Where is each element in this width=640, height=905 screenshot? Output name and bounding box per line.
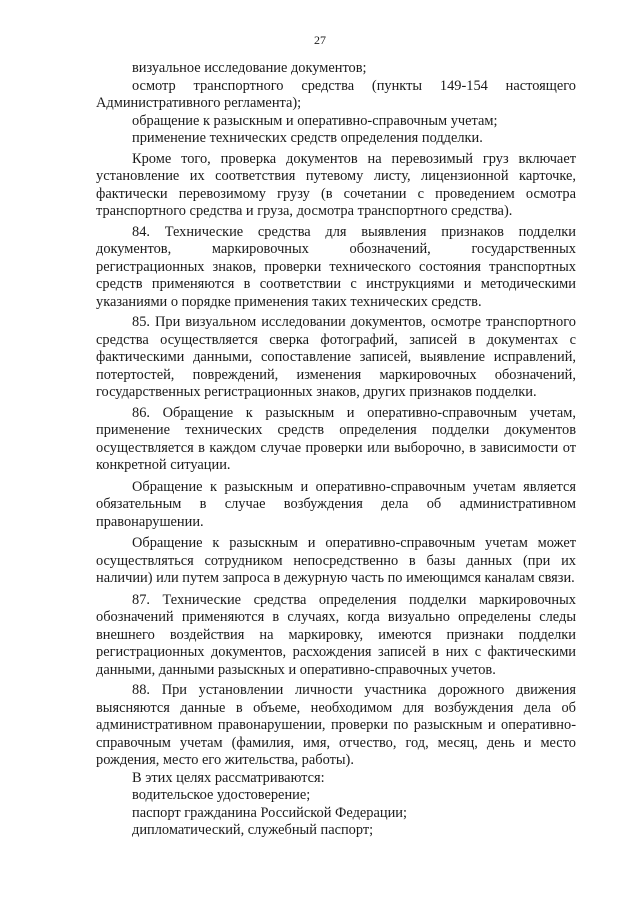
paragraph: Кроме того, проверка документов на перевозимый груз включает установление их соответствия путевому листу, лицензионной карточке, фактически перевозимому грузу (в сочетании с проведением осмотра транспортного средства и груза, досмотра транспортного средства).	[96, 150, 576, 219]
paragraph: 84. Технические средства для выявления признаков подделки документов, маркировочных обозначений, государственных регистрационных знаков, проверки технического состояния транспортных средств применяются в соответствии с инструкциями и методическими указаниями о порядке применения таких технических средств.	[96, 223, 576, 310]
paragraph: дипломатический, служебный паспорт;	[132, 822, 374, 838]
paragraph: В этих целях рассматриваются:	[132, 769, 325, 786]
document-body	[96, 60, 576, 840]
paragraph: обращение к разыскным и оперативно-справочным учетам;	[132, 112, 498, 129]
paragraph: 85. При визуальном исследовании документов, осмотре транспортного средства осуществляется сверка фотографий, записей в документах с фактическими данными, сопоставление записей, выявление исправлений, потертостей, повреждений, изменения маркировочных обозначений, государственных регистрационных знаков, других признаков подделки.	[96, 314, 576, 400]
paragraph: применение технических средств определения подделки.	[132, 130, 483, 146]
page-number: 27	[314, 33, 326, 47]
paragraph: 88. При установлении личности участника дорожного движения выясняются данные в объеме, необходимом для возбуждения дела об административном правонарушении, проверки по разыскным и оперативно-справочным учетам (фамилия, имя, отчество, год, месяц, день и место рождения, место его жительства, работы).	[96, 682, 576, 768]
paragraph: Обращение к разыскным и оперативно-справочным учетам является обязательным в случае возбуждения дела об административном правонарушении.	[96, 478, 576, 530]
paragraph: 87. Технические средства определения подделки маркировочных обозначений применяются в случаях, когда визуально определены следы внешнего воздействия на маркировку, имеются признаки подделки регистрационных документов, расхождения записей в них с фактическими данными, данными разыскных и оперативно-справочных учетов.	[96, 591, 576, 678]
paragraph: 86. Обращение к разыскным и оперативно-справочным учетам, применение технических средств определения подделки документов осуществляется в каждом случае проверки или выборочно, в зависимости от конкретной ситуации.	[96, 404, 576, 473]
paragraph: визуальное исследование документов;	[132, 60, 367, 76]
paragraph: водительское удостоверение;	[132, 787, 311, 803]
paragraph: паспорт гражданина Российской Федерации;	[132, 804, 407, 821]
paragraph: Обращение к разыскным и оперативно-справочным учетам может осуществляться сотрудником непосредственно в базы данных (при их наличии) или путем запроса в дежурную часть по имеющимся каналам связи.	[96, 535, 576, 586]
paragraph: осмотр транспортного средства (пункты 149-154 настоящего Административного регламента);	[96, 77, 576, 111]
